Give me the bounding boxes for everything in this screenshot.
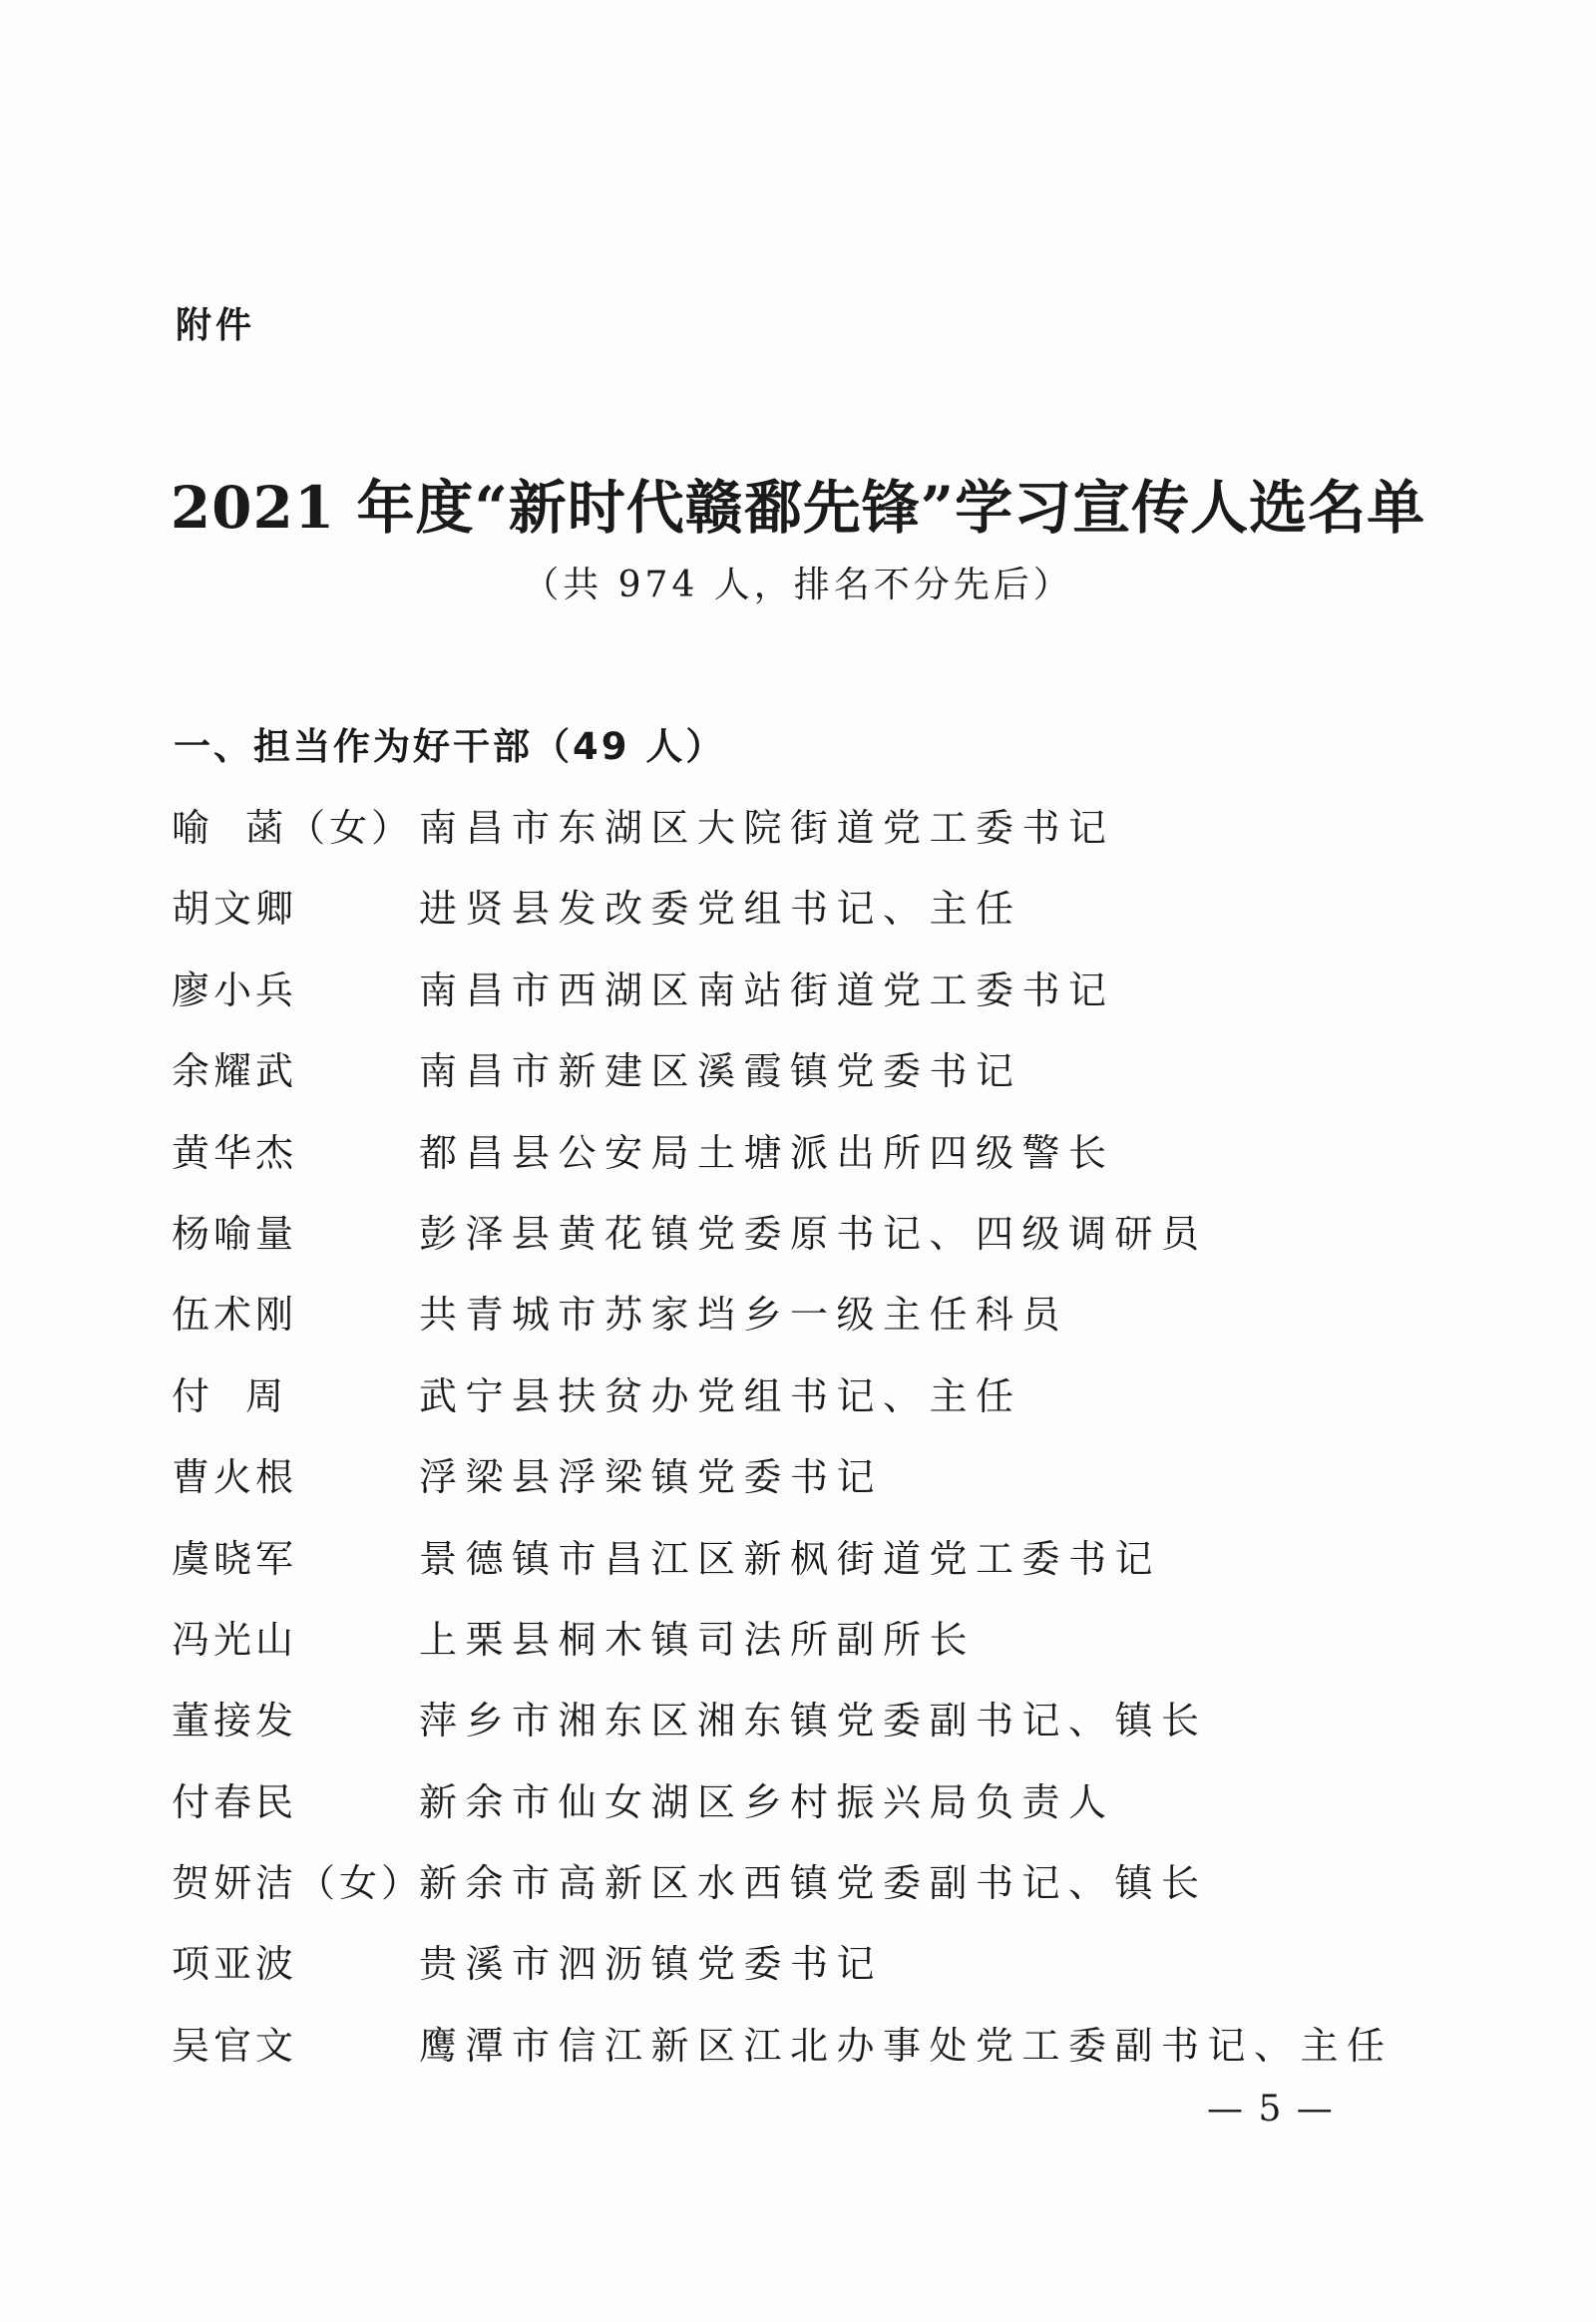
nominee-position: 景德镇市昌江区新枫街道党工委书记 [419,1536,1162,1581]
list-item [0,1366,1596,1447]
list-item [0,1772,1596,1853]
nominee-position: 新余市高新区水西镇党委副书记、镇长 [419,1861,1208,1906]
list-item [0,1204,1596,1285]
nominee-name: 杨喻量 [172,1211,298,1256]
nominee-position: 彭泽县黄花镇党委原书记、四级调研员 [419,1211,1208,1256]
nominee-name: 胡文卿 [172,887,298,932]
nominee-name: 吴官文 [172,2023,298,2068]
nominee-position: 贵溪市泗沥镇党委书记 [419,1942,884,1987]
list-item [0,1691,1596,1771]
list-item [0,1934,1596,2015]
nominee-name: 贺妍洁（女） [172,1861,424,1906]
section-heading: 一、担当作为好干部（49 人） [174,725,726,768]
nominee-list [0,798,1596,2097]
list-item [0,1447,1596,1528]
nominee-position: 共青城市苏家垱乡一级主任科员 [419,1293,1069,1338]
nominee-name: 伍术刚 [172,1293,298,1338]
document-subtitle: （共 974 人，排名不分先后） [523,565,1073,605]
list-item [0,1853,1596,1934]
nominee-position: 进贤县发改委党组书记、主任 [419,887,1022,932]
nominee-name: 喻 菡（女） [172,806,414,850]
nominee-position: 上栗县桐木镇司法所副所长 [419,1617,977,1662]
attachment-label: 附件 [176,305,256,346]
nominee-name: 虞晓军 [172,1536,298,1581]
nominee-position: 南昌市新建区溪霞镇党委书记 [419,1049,1022,1094]
nominee-name: 付春民 [172,1779,298,1824]
list-item [0,798,1596,879]
list-item [0,961,1596,1041]
page-number: — 5 — [1207,2089,1335,2129]
list-item [0,1041,1596,1122]
nominee-position: 都昌县公安局土塘派出所四级警长 [419,1130,1115,1175]
nominee-name: 付 周 [172,1373,288,1418]
nominee-name: 冯光山 [172,1617,298,1662]
nominee-name: 项亚波 [172,1942,298,1987]
nominee-position: 南昌市东湖区大院街道党工委书记 [419,806,1115,850]
list-item [0,1285,1596,1365]
nominee-position: 浮梁县浮梁镇党委书记 [419,1455,884,1500]
nominee-position: 萍乡市湘东区湘东镇党委副书记、镇长 [419,1699,1208,1743]
nominee-position: 新余市仙女湖区乡村振兴局负责人 [419,1779,1115,1824]
nominee-name: 廖小兵 [172,968,298,1012]
nominee-position: 武宁县扶贫办党组书记、主任 [419,1373,1022,1418]
nominee-name: 黄华杰 [172,1130,298,1175]
list-item [0,1610,1596,1691]
list-item [0,1123,1596,1204]
list-item [0,2016,1596,2097]
list-item [0,879,1596,960]
list-item [0,1529,1596,1610]
document-title: 2021 年度“新时代赣鄱先锋”学习宣传人选名单 [170,474,1426,542]
nominee-name: 余耀武 [172,1049,298,1094]
nominee-name: 董接发 [172,1699,298,1743]
nominee-position: 南昌市西湖区南站街道党工委书记 [419,968,1115,1012]
nominee-name: 曹火根 [172,1455,298,1500]
nominee-position: 鹰潭市信江新区江北办事处党工委副书记、主任 [419,2023,1394,2068]
